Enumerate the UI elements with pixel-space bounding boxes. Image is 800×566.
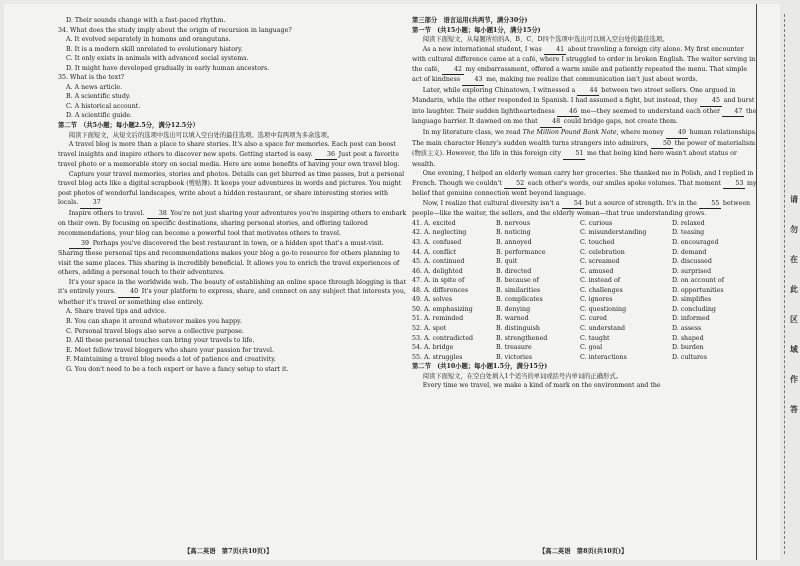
question-option: A. It evolved separately in humans and orangutans. — [66, 36, 231, 44]
page-footer-left: 【高二英语 第7页(共10页)】 — [184, 548, 273, 555]
seal-char: 区 — [790, 314, 798, 324]
page-footer-right: 【高二英语 第8页(共10页)】 — [539, 548, 628, 555]
blank-51: 51 — [563, 149, 585, 160]
option-cell: D. assess — [672, 324, 702, 332]
option-cell: 55. A. struggles — [412, 353, 463, 361]
option-cell: D. informed — [672, 315, 710, 323]
option-row — [412, 276, 756, 286]
passage-paragraph-3: Inspire others to travel. 38 You're not just sharing your adventures you're inspiring others to embark on their own. By focusing on specific destinations, sharing personal stories, and offering tailored recommendations, your blog can become a powerful tool that motivates others to travel. — [58, 209, 407, 238]
option-row — [412, 343, 756, 353]
question-option: B. A scientific study. — [66, 93, 131, 101]
passage-text: One evening, I helped an elderly woman carry her groceries. She thanked me in Polish, and I replied in French. Though we couldn't — [412, 170, 754, 187]
option-cell: D. surprised — [672, 267, 712, 275]
passage-text: the power of materialism (物质主义). However, the life in this foreign city — [412, 139, 756, 158]
section2-heading-right: 第二节 (共10小题；每小题1.5分，满分15分) — [412, 363, 548, 371]
option-cell: C. taught — [580, 334, 610, 342]
option-cell: D. demand — [672, 248, 707, 256]
option-cell: B. denying — [496, 305, 531, 313]
choice-item: B. You can shape it around whatever makes you happy. — [66, 317, 242, 325]
section2-instructions-right: 阅读下面短文，在空白处填入1个适当的单词或括号内单词的正确形式。 — [422, 372, 622, 380]
option-cell: D. encouraged — [672, 239, 719, 247]
option-cell: B. victories — [496, 353, 533, 361]
passage-text: between people—like the waiter, the sellers, and the elderly woman—that true understanding grows. — [412, 199, 751, 218]
option-row — [412, 257, 756, 267]
passage-text: Later, while exploring Chinatown, I witnessed a — [422, 86, 578, 94]
option-cell: B. annoyed — [496, 239, 532, 247]
option-cell: D. discussed — [672, 258, 712, 266]
cloze-paragraph-2 — [412, 86, 758, 128]
question-stem: 35. What is the text? — [58, 74, 125, 82]
option-cell: 45. A. continued — [412, 258, 465, 266]
option-row — [412, 305, 756, 315]
choice-item: E. Meet fellow travel bloggers who share your passion for travel. — [66, 346, 275, 354]
option-row — [412, 219, 756, 229]
cloze-paragraph-1 — [412, 45, 758, 86]
option-cell: B. similarities — [496, 286, 541, 294]
option-cell: B. nervous — [496, 219, 531, 227]
option-row — [412, 353, 756, 363]
option-cell: D. teasing — [672, 229, 705, 237]
choice-item: F. Maintaining a travel blog needs a lot of patience and creativity. — [66, 356, 276, 364]
blank-45: 45 — [700, 96, 722, 107]
passage-text: , where money — [616, 129, 666, 137]
blank-38: 38 — [147, 209, 169, 220]
question-option: C. A historical account. — [66, 102, 141, 110]
seal-warning-text — [788, 184, 800, 424]
choice-item: G. You don't need to be a tech expert or have a fancy setup to start it. — [66, 365, 289, 373]
section1-instructions: 阅读下面短文，从每题所给的A、B、C、D四个选项中选出可以填入空白处的最佳选项。 — [422, 36, 669, 44]
blank-41: 41 — [544, 45, 566, 56]
option-cell: C. screamed — [580, 258, 620, 266]
passage-paragraph-2: Capture your travel memories, stories and photos. Details can get blurred as time passes, but a personal travel blog acts like a digital scrapbook (剪贴簿). It keeps your adventures in words and pictures. You might post photos of wonderful landscapes, write about a hidden restaurant, or share interesting stories with locals. 37 — [58, 170, 408, 209]
option-cell: 51. A. reminded — [412, 315, 464, 323]
passage-paragraph-4: 39 Perhaps you've discovered the best restaurant in town, or a hidden spot that's a must-visit. Sharing these personal tips and recommendations makes your blog a go-to resource for others planning to visit the same places. This sharing is incredibly beneficial. It allows you to enrich the travel experiences of others, adding a personal touch to their adventures. — [58, 239, 400, 277]
section2-instructions: 阅读下面短文，从短文后的选项中选出可以填入空白处的最佳选项。选项中有两项为多余选项。 — [68, 131, 334, 139]
blank-54: 54 — [562, 199, 584, 210]
question-option: C. It only exists in animals with advanced social systems. — [66, 55, 249, 63]
blank-43: 43 — [462, 75, 484, 86]
option-row — [412, 238, 756, 248]
option-cell: C. instead of — [580, 277, 621, 285]
blank-55: 55 — [699, 199, 721, 210]
option-cell: 52. A. spot — [412, 324, 447, 332]
option-cell: B. quit — [496, 258, 518, 266]
book-title: The Million Pound Bank Note — [522, 129, 617, 137]
passage-text: the language barrier. It dawned on me that — [412, 107, 757, 126]
option-row — [412, 295, 756, 305]
option-cell: 46. A. delighted — [412, 267, 463, 275]
question-option: D. Their sounds change with a fast-paced rhythm. — [66, 17, 226, 24]
option-cell: C. ignores — [580, 296, 613, 304]
seal-char: 勿 — [790, 224, 798, 234]
section1-heading: 第一节 (共15小题；每小题1分，满分15分) — [412, 26, 541, 34]
blank-50: 50 — [651, 139, 673, 150]
option-row — [412, 286, 756, 296]
passage-text: Now, I realize that cultural diversity isn't a — [422, 199, 562, 207]
blank-49: 49 — [666, 128, 688, 139]
cloze-paragraph-3 — [412, 128, 758, 169]
blank-44: 44 — [577, 86, 599, 97]
part3-heading: 第三部分 语言运用(共两节，满分30分) — [412, 17, 528, 24]
choice-item: D. All these personal touches can bring your travels to life. — [66, 337, 255, 345]
seal-char: 答 — [790, 404, 798, 414]
passage-text: my embarrassment, offered a warm smile and patiently repeated the menu. That simple act of kindness — [412, 65, 748, 84]
option-cell: 42. A. neglecting — [412, 229, 467, 237]
passage-text: between two street sellers. One argued in Mandarin, while the other responded in Spanish. I had assumed a fight, but instead, they — [412, 86, 736, 105]
option-cell: 50. A. emphasizing — [412, 305, 473, 313]
option-cell: 49. A. solves — [412, 296, 453, 304]
passage-text: me—they seemed to understand each other — [578, 107, 723, 115]
passage-text: each other's words, our smiles spoke volumes. That moment — [525, 179, 723, 187]
option-cell: C. goal — [580, 344, 603, 352]
option-cell: C. celebration — [580, 248, 625, 256]
option-cell: C. amused — [580, 267, 614, 275]
cloze-options-table — [412, 219, 756, 362]
section2-heading: 第二节 （共5小题；每小题2.5分，满分12.5分） — [58, 122, 199, 130]
option-cell: C. questioning — [580, 305, 627, 313]
question-option: A. A news article. — [66, 83, 123, 91]
option-cell: C. cured — [580, 315, 607, 323]
blank-52: 52 — [504, 179, 526, 190]
option-row — [412, 248, 756, 258]
option-cell: 47. A. in spite of — [412, 277, 465, 285]
option-cell: D. on account of — [672, 277, 725, 285]
option-cell: C. challenges — [580, 286, 623, 294]
passage-paragraph-5: It's your space in the worldwide web. The beauty of establishing an online space through blogging is that it's entirely yours. 40 It's your platform to express, share, and connect on any subject that interests you, whether it's travel or something else entirely. — [58, 278, 407, 306]
blank-47: 47 — [722, 107, 744, 118]
passage-text: As a new international student, I was — [422, 45, 544, 53]
cloze-paragraph-4 — [412, 169, 758, 199]
seal-char: 域 — [790, 344, 798, 354]
option-row — [412, 334, 756, 344]
seal-char: 请 — [790, 194, 798, 204]
question-option: D. A scientific guide. — [66, 112, 133, 120]
option-cell: C. curious — [580, 219, 613, 227]
grammar-passage-first-line: Every time we travel, we make a kind of mark on the environment and the — [422, 382, 661, 390]
blank-40: 40 — [118, 287, 140, 298]
blank-42: 42 — [442, 65, 464, 76]
option-cell: 48. A. differences — [412, 286, 469, 294]
passage-text: me, making me realize that communication isn't just about words. — [484, 76, 698, 84]
passage-text: In my literature class, we read — [422, 129, 523, 137]
option-cell: B. complicates — [496, 296, 543, 304]
option-cell: B. strengthened — [496, 334, 548, 342]
option-cell: D. cultures — [672, 353, 707, 361]
option-row — [412, 267, 756, 277]
seal-dashed-line — [784, 14, 785, 554]
passage-text: could bridge gaps, not create them. — [561, 118, 678, 126]
option-cell: C. misunderstanding — [580, 229, 647, 237]
passage-paragraph-1: A travel blog is more than a place to share stories. It's also a space for memories. Each post can boost travel insights and inspire others to discover new spots. Getting started is easy. 36 Just post a favorite travel photo or a memorable story on social media. Here are some benefits of having your own travel blog. — [58, 141, 400, 169]
question-options-block — [58, 16, 408, 121]
option-cell: 44. A. conflict — [412, 248, 457, 256]
seal-char: 作 — [790, 374, 798, 384]
left-page — [58, 16, 408, 374]
option-cell: B. treasure — [496, 344, 532, 352]
passage-text: but a source of strength. It's in the — [583, 199, 699, 207]
right-page — [412, 16, 758, 391]
option-cell: B. noticing — [496, 229, 531, 237]
question-option: B. It is a modern skill unrelated to evolutionary history. — [66, 45, 243, 53]
option-cell: B. warned — [496, 315, 529, 323]
passage-text: my belief that genuine connection went beyond language. — [412, 179, 757, 198]
option-cell: D. relaxed — [672, 219, 705, 227]
option-row — [412, 324, 756, 334]
option-row — [412, 228, 756, 238]
seal-char: 在 — [790, 254, 798, 264]
blank-39: 39 — [69, 239, 91, 250]
blank-53: 53 — [723, 179, 745, 190]
choice-item: A. Share travel tips and advice. — [66, 308, 167, 316]
option-cell: 43. A. confused — [412, 239, 462, 247]
passage-text: about traveling a foreign city alone. My first encounter with cultural difference came at a café, where I struggled to order in broken English. The waiter serving in the café, — [412, 45, 756, 73]
seal-char: 此 — [790, 284, 798, 294]
option-cell: D. concluding — [672, 305, 716, 313]
option-cell: C. understand — [580, 324, 626, 332]
option-cell: D. simplifies — [672, 296, 712, 304]
option-cell: 41. A. excited — [412, 219, 456, 227]
option-cell: 53. A. contradicted — [412, 334, 474, 342]
answer-choices — [58, 307, 408, 374]
blank-37: 37 — [80, 198, 102, 209]
passage-text: and burst into laughter. Their sudden lightheartedness — [412, 97, 755, 115]
option-cell: B. directed — [496, 267, 532, 275]
passage-text: me that being kind here wasn't about status or wealth. — [412, 150, 737, 168]
binding-line — [756, 4, 757, 560]
passage-text: human relationships. The main character Henry's sudden wealth turns strangers into admirers, — [412, 129, 758, 147]
option-cell: D. burden — [672, 344, 704, 352]
blank-36: 36 — [315, 150, 337, 161]
choice-item: C. Personal travel blogs also serve a collective purpose. — [66, 327, 244, 335]
option-cell: 54. A. bridge — [412, 344, 454, 352]
option-cell: B. distinguish — [496, 324, 540, 332]
option-cell: B. because of — [496, 277, 539, 285]
option-row — [412, 314, 756, 324]
option-cell: B. performance — [496, 248, 546, 256]
option-cell: C. interactions — [580, 353, 627, 361]
blank-46: 46 — [557, 107, 579, 118]
option-cell: C. touched — [580, 239, 615, 247]
option-cell: D. shaped — [672, 334, 704, 342]
exam-sheet — [4, 4, 798, 560]
question-option: D. It might have developed gradually in early human ancestors. — [66, 64, 270, 72]
cloze-paragraph-5 — [412, 199, 758, 219]
option-cell: D. opportunities — [672, 286, 724, 294]
question-stem: 34. What does the study imply about the origin of recursion in language? — [58, 26, 292, 34]
blank-48: 48 — [540, 117, 562, 128]
